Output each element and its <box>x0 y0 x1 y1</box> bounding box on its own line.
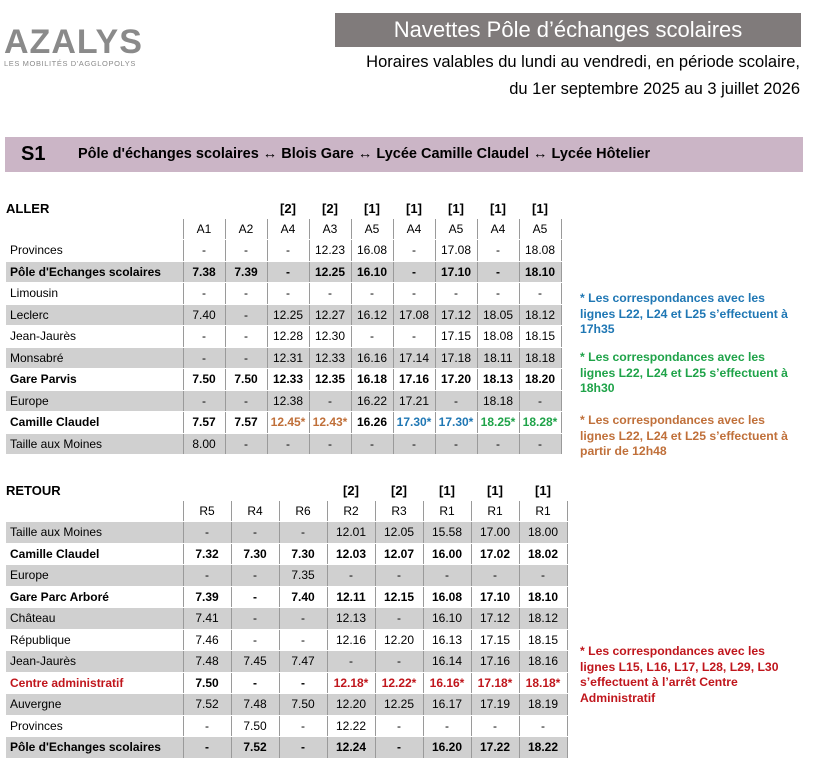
departure-time: 7.50 <box>183 672 231 694</box>
departure-time: 7.41 <box>183 608 231 630</box>
departure-time: - <box>183 347 225 369</box>
departure-time: 7.57 <box>225 412 267 434</box>
departure-time: 16.10 <box>423 608 471 630</box>
run-code: R1 <box>423 501 471 522</box>
departure-time: - <box>477 261 519 283</box>
departure-time: - <box>183 240 225 262</box>
note-green-correspondance: * Les correspondances avec les lignes L22, L24 et L25 s’effectuent à 18h30 <box>580 350 788 395</box>
departure-time: 7.40 <box>183 304 225 326</box>
departure-time: - <box>279 522 327 544</box>
departure-time: - <box>225 326 267 348</box>
departure-time: 12.16 <box>327 629 375 651</box>
departure-time: - <box>471 565 519 587</box>
stop-row <box>6 694 567 716</box>
departure-time: 7.40 <box>279 586 327 608</box>
departure-time: - <box>375 565 423 587</box>
departure-time: 12.43* <box>309 412 351 434</box>
departure-time: 7.50 <box>279 694 327 716</box>
stop-name: Provinces <box>6 715 183 737</box>
departure-time: 17.10 <box>471 586 519 608</box>
departure-time: 18.02 <box>519 543 567 565</box>
departure-time: 17.08 <box>393 304 435 326</box>
departure-time: - <box>519 715 567 737</box>
departure-time: 12.13 <box>327 608 375 630</box>
stop-name: Château <box>6 608 183 630</box>
departure-time: 12.24 <box>327 737 375 759</box>
departure-time: 12.27 <box>309 304 351 326</box>
stop-name: Gare Parc Arboré <box>6 586 183 608</box>
departure-time: 16.22 <box>351 390 393 412</box>
run-note: [2] <box>267 198 309 219</box>
run-codes-row <box>6 501 567 522</box>
stop-name: Jean-Jaurès <box>6 651 183 673</box>
departure-time: - <box>477 433 519 455</box>
departure-time: 7.30 <box>279 543 327 565</box>
stop-name: Pôle d'Echanges scolaires <box>6 261 183 283</box>
departure-time: 17.16 <box>393 369 435 391</box>
azalys-logo <box>0 24 175 70</box>
departure-time: 12.23 <box>309 240 351 262</box>
section-title: ALLER <box>6 198 183 219</box>
run-codes-row <box>6 219 561 240</box>
departure-time: 7.30 <box>231 543 279 565</box>
departure-time: 7.50 <box>231 715 279 737</box>
codes-spacer <box>6 501 183 522</box>
logo-wordmark: AZALYS <box>4 23 143 61</box>
run-note: [2] <box>375 480 423 501</box>
departure-time: - <box>435 433 477 455</box>
stop-name: Auvergne <box>6 694 183 716</box>
departure-time: - <box>183 283 225 305</box>
run-note: [1] <box>393 198 435 219</box>
stop-row <box>6 283 561 305</box>
run-code: A5 <box>519 219 561 240</box>
line-band <box>5 137 803 172</box>
departure-time: - <box>279 737 327 759</box>
validity-line-2: du 1er septembre 2025 au 3 juillet 2026 <box>509 80 800 98</box>
run-note: [1] <box>519 198 561 219</box>
departure-time: 17.15 <box>471 629 519 651</box>
departure-time: 7.57 <box>183 412 225 434</box>
departure-time: 16.18 <box>351 369 393 391</box>
departure-time: 12.25 <box>309 261 351 283</box>
departure-time: - <box>225 433 267 455</box>
run-code: A2 <box>225 219 267 240</box>
departure-time: - <box>183 390 225 412</box>
stop-row <box>6 608 567 630</box>
section-title: RETOUR <box>6 480 183 501</box>
logo-tagline: LES MOBILITÉS D'AGGLOPOLYS <box>4 59 136 68</box>
departure-time: 18.10 <box>519 261 561 283</box>
codes-spacer <box>6 219 183 240</box>
stop-row <box>6 586 567 608</box>
retour-timetable <box>6 480 568 759</box>
departure-time: 12.33 <box>267 369 309 391</box>
run-code: A5 <box>351 219 393 240</box>
stop-name: Taille aux Moines <box>6 433 183 455</box>
run-note: [1] <box>435 198 477 219</box>
departure-time: 17.00 <box>471 522 519 544</box>
departure-time: 16.17 <box>423 694 471 716</box>
departure-time: 12.30 <box>309 326 351 348</box>
run-code: A5 <box>435 219 477 240</box>
departure-time: 12.20 <box>327 694 375 716</box>
departure-time: 18.08 <box>477 326 519 348</box>
departure-time: 18.11 <box>477 347 519 369</box>
run-code: R3 <box>375 501 423 522</box>
notes-row <box>6 198 561 219</box>
departure-time: 18.00 <box>519 522 567 544</box>
departure-time: - <box>279 629 327 651</box>
run-code: R2 <box>327 501 375 522</box>
departure-time: - <box>375 608 423 630</box>
departure-time: - <box>225 390 267 412</box>
departure-time: 17.30* <box>435 412 477 434</box>
departure-time: 18.08 <box>519 240 561 262</box>
departure-time: 15.58 <box>423 522 471 544</box>
departure-time: 18.12 <box>519 608 567 630</box>
departure-time: 12.33 <box>309 347 351 369</box>
departure-time: 7.52 <box>231 737 279 759</box>
run-note <box>225 198 267 219</box>
stop-name: Leclerc <box>6 304 183 326</box>
run-code: A4 <box>477 219 519 240</box>
stop-name: Provinces <box>6 240 183 262</box>
departure-time: 7.32 <box>183 543 231 565</box>
stop-row <box>6 433 561 455</box>
departure-time: 7.50 <box>183 369 225 391</box>
departure-time: 7.50 <box>225 369 267 391</box>
departure-time: - <box>231 672 279 694</box>
run-note: [1] <box>471 480 519 501</box>
page-title: Navettes Pôle d’échanges scolaires <box>335 13 801 47</box>
validity-line-1: Horaires valables du lundi au vendredi, en période scolaire, <box>366 53 800 71</box>
departure-time: 7.48 <box>231 694 279 716</box>
departure-time: 17.15 <box>435 326 477 348</box>
stop-row <box>6 672 567 694</box>
stop-row <box>6 412 561 434</box>
stop-row <box>6 629 567 651</box>
stop-row <box>6 369 561 391</box>
departure-time: 16.13 <box>423 629 471 651</box>
departure-time: - <box>393 433 435 455</box>
stop-row <box>6 737 567 759</box>
departure-time: - <box>435 390 477 412</box>
run-note: [1] <box>351 198 393 219</box>
departure-time: 17.14 <box>393 347 435 369</box>
departure-time: - <box>279 672 327 694</box>
departure-time: - <box>267 283 309 305</box>
run-note <box>279 480 327 501</box>
departure-time: - <box>351 326 393 348</box>
departure-time: - <box>423 565 471 587</box>
departure-time: 7.48 <box>183 651 231 673</box>
stop-name: Camille Claudel <box>6 543 183 565</box>
departure-time: 17.16 <box>471 651 519 673</box>
aller-timetable <box>6 198 562 455</box>
departure-time: - <box>309 390 351 412</box>
departure-time: 16.14 <box>423 651 471 673</box>
departure-time: - <box>423 715 471 737</box>
departure-time: - <box>471 715 519 737</box>
departure-time: - <box>393 261 435 283</box>
departure-time: - <box>267 433 309 455</box>
departure-time: 17.22 <box>471 737 519 759</box>
departure-time: 18.12 <box>519 304 561 326</box>
departure-time: - <box>231 522 279 544</box>
departure-time: - <box>393 326 435 348</box>
departure-time: 17.10 <box>435 261 477 283</box>
stop-row <box>6 565 567 587</box>
departure-time: 12.03 <box>327 543 375 565</box>
departure-time: 12.38 <box>267 390 309 412</box>
departure-time: - <box>183 522 231 544</box>
departure-time: - <box>225 283 267 305</box>
departure-time: 17.12 <box>471 608 519 630</box>
stop-name: Gare Parvis <box>6 369 183 391</box>
departure-time: 16.00 <box>423 543 471 565</box>
stop-row <box>6 240 561 262</box>
stop-row <box>6 522 567 544</box>
departure-time: 12.01 <box>327 522 375 544</box>
departure-time: - <box>375 715 423 737</box>
note-blue-correspondance: * Les correspondances avec les lignes L22, L24 et L25 s’effectuent à 17h35 <box>580 291 788 336</box>
departure-time: 7.39 <box>225 261 267 283</box>
departure-time: - <box>231 608 279 630</box>
departure-time: - <box>519 433 561 455</box>
run-code: A4 <box>267 219 309 240</box>
run-note <box>183 198 225 219</box>
departure-time: 7.46 <box>183 629 231 651</box>
departure-time: - <box>393 240 435 262</box>
stop-name: Monsabré <box>6 347 183 369</box>
departure-time: 17.21 <box>393 390 435 412</box>
stop-name: Centre administratif <box>6 672 183 694</box>
departure-time: 18.18* <box>519 672 567 694</box>
departure-time: 12.25 <box>267 304 309 326</box>
departure-time: 16.08 <box>351 240 393 262</box>
stop-row <box>6 261 561 283</box>
notes-row <box>6 480 567 501</box>
stop-row <box>6 543 567 565</box>
departure-time: 16.16* <box>423 672 471 694</box>
departure-time: - <box>309 283 351 305</box>
run-code: A3 <box>309 219 351 240</box>
departure-time: 17.18 <box>435 347 477 369</box>
run-note: [1] <box>519 480 567 501</box>
line-code: S1 <box>21 143 46 165</box>
departure-time: 8.00 <box>183 433 225 455</box>
stop-name: Pôle d'Echanges scolaires <box>6 737 183 759</box>
departure-time: 12.28 <box>267 326 309 348</box>
departure-time: 7.39 <box>183 586 231 608</box>
departure-time: - <box>225 240 267 262</box>
run-note <box>183 480 231 501</box>
departure-time: 12.20 <box>375 629 423 651</box>
departure-time: - <box>183 565 231 587</box>
departure-time: 18.25* <box>477 412 519 434</box>
departure-time: - <box>309 433 351 455</box>
stop-row <box>6 651 567 673</box>
departure-time: - <box>183 326 225 348</box>
departure-time: 18.22 <box>519 737 567 759</box>
departure-time: - <box>351 433 393 455</box>
departure-time: - <box>183 715 231 737</box>
departure-time: 18.18 <box>519 347 561 369</box>
departure-time: 17.19 <box>471 694 519 716</box>
departure-time: 17.12 <box>435 304 477 326</box>
run-code: R1 <box>519 501 567 522</box>
departure-time: - <box>225 304 267 326</box>
departure-time: - <box>225 347 267 369</box>
departure-time: 18.20 <box>519 369 561 391</box>
run-code: R6 <box>279 501 327 522</box>
stop-name: Limousin <box>6 283 183 305</box>
departure-time: 17.08 <box>435 240 477 262</box>
departure-time: - <box>327 565 375 587</box>
run-note: [1] <box>477 198 519 219</box>
departure-time: 7.47 <box>279 651 327 673</box>
stop-name: Europe <box>6 565 183 587</box>
departure-time: 16.20 <box>423 737 471 759</box>
run-code: R5 <box>183 501 231 522</box>
departure-time: 18.16 <box>519 651 567 673</box>
note-red-correspondance: * Les correspondances avec les lignes L15, L16, L17, L28, L29, L30 s’effectuent à l’arrêt Centre Administratif <box>580 644 779 705</box>
stop-row <box>6 347 561 369</box>
departure-time: 7.52 <box>183 694 231 716</box>
departure-time: - <box>231 629 279 651</box>
departure-time: 18.10 <box>519 586 567 608</box>
departure-time: - <box>231 565 279 587</box>
departure-time: - <box>279 608 327 630</box>
departure-time: 17.18* <box>471 672 519 694</box>
departure-time: 12.22* <box>375 672 423 694</box>
departure-time: 17.20 <box>435 369 477 391</box>
departure-time: 12.22 <box>327 715 375 737</box>
departure-time: 18.15 <box>519 629 567 651</box>
departure-time: 12.15 <box>375 586 423 608</box>
departure-time: - <box>519 565 567 587</box>
departure-time: - <box>435 283 477 305</box>
departure-time: 16.26 <box>351 412 393 434</box>
departure-time: 18.05 <box>477 304 519 326</box>
departure-time: - <box>477 283 519 305</box>
departure-time: 18.13 <box>477 369 519 391</box>
departure-time: 12.05 <box>375 522 423 544</box>
departure-time: - <box>393 283 435 305</box>
run-code: R4 <box>231 501 279 522</box>
departure-time: 17.02 <box>471 543 519 565</box>
departure-time: 16.08 <box>423 586 471 608</box>
departure-time: - <box>231 586 279 608</box>
stop-name: Camille Claudel <box>6 412 183 434</box>
departure-time: - <box>375 651 423 673</box>
departure-time: 7.35 <box>279 565 327 587</box>
departure-time: 12.45* <box>267 412 309 434</box>
departure-time: - <box>375 737 423 759</box>
stop-name: Jean-Jaurès <box>6 326 183 348</box>
departure-time: - <box>267 240 309 262</box>
departure-time: 7.38 <box>183 261 225 283</box>
departure-time: - <box>477 240 519 262</box>
departure-time: 16.12 <box>351 304 393 326</box>
departure-time: 16.16 <box>351 347 393 369</box>
stop-row <box>6 326 561 348</box>
departure-time: - <box>351 283 393 305</box>
departure-time: 12.18* <box>327 672 375 694</box>
departure-time: 18.19 <box>519 694 567 716</box>
line-route: Pôle d'échanges scolaires ↔ Blois Gare ↔ Lycée Camille Claudel ↔ Lycée Hôtelier <box>78 146 651 162</box>
departure-time: 17.30* <box>393 412 435 434</box>
departure-time: 18.28* <box>519 412 561 434</box>
departure-time: 12.11 <box>327 586 375 608</box>
run-note: [2] <box>327 480 375 501</box>
stop-name: Europe <box>6 390 183 412</box>
run-code: A1 <box>183 219 225 240</box>
departure-time: 18.15 <box>519 326 561 348</box>
stop-row <box>6 715 567 737</box>
departure-time: - <box>519 283 561 305</box>
departure-time: 12.07 <box>375 543 423 565</box>
departure-time: - <box>327 651 375 673</box>
departure-time: - <box>267 261 309 283</box>
departure-time: 7.45 <box>231 651 279 673</box>
departure-time: - <box>279 715 327 737</box>
departure-time: 12.35 <box>309 369 351 391</box>
departure-time: - <box>519 390 561 412</box>
departure-time: 18.18 <box>477 390 519 412</box>
stop-name: Taille aux Moines <box>6 522 183 544</box>
note-orange-correspondance: * Les correspondances avec les lignes L22, L24 et L25 s’effectuent à partir de 12h48 <box>580 413 788 458</box>
stop-row <box>6 304 561 326</box>
stop-name: République <box>6 629 183 651</box>
departure-time: - <box>183 737 231 759</box>
departure-time: 12.31 <box>267 347 309 369</box>
stop-row <box>6 390 561 412</box>
run-note: [2] <box>309 198 351 219</box>
departure-time: 16.10 <box>351 261 393 283</box>
run-code: A4 <box>393 219 435 240</box>
run-note <box>231 480 279 501</box>
run-code: R1 <box>471 501 519 522</box>
run-note: [1] <box>423 480 471 501</box>
departure-time: 12.25 <box>375 694 423 716</box>
